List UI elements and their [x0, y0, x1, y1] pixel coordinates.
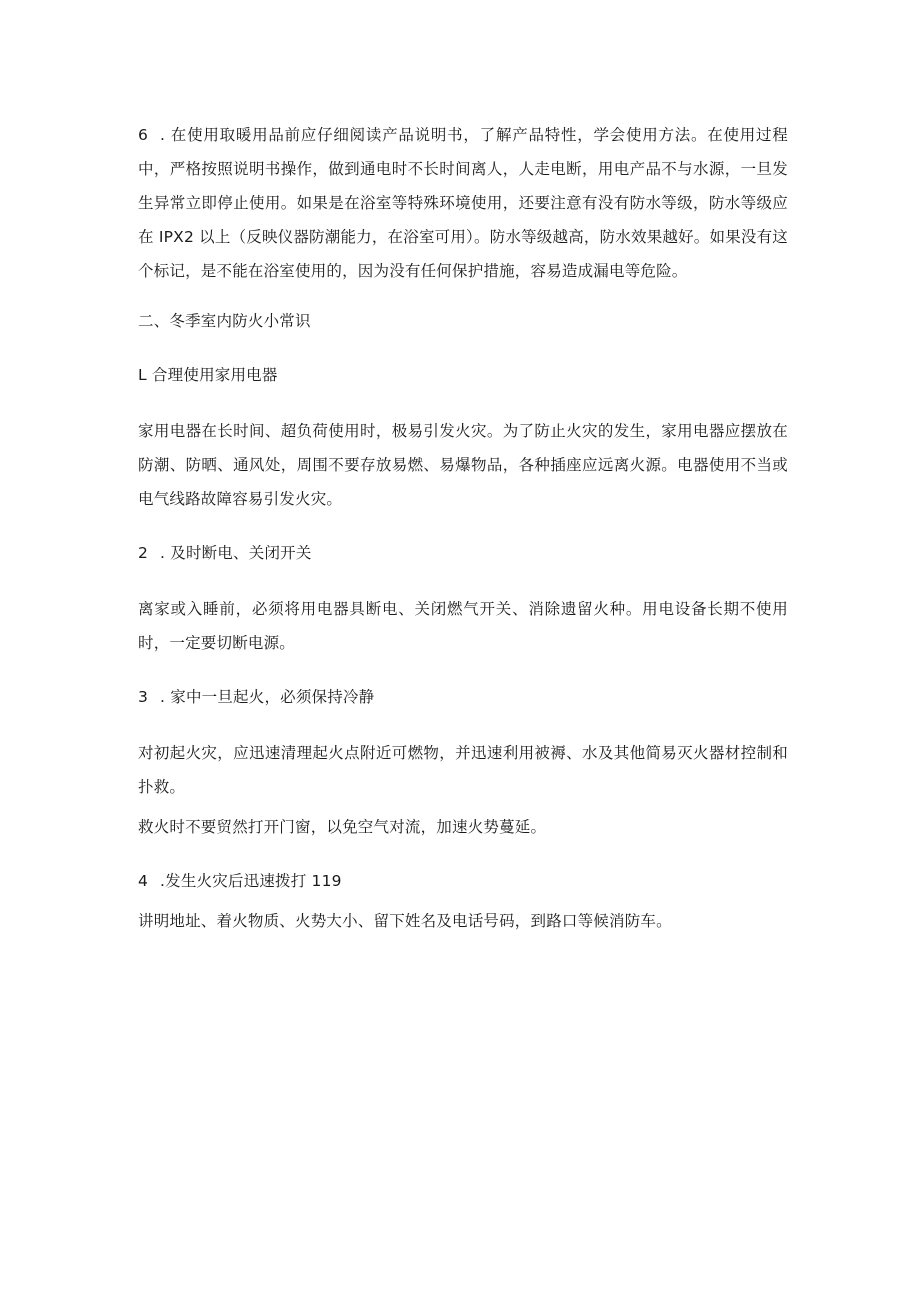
- item-heading-1: L 合理使用家用电器: [138, 366, 278, 384]
- item-body-3: 对初起火灾，应迅速清理起火点附近可燃物，并迅速利用被褥、水及其他简易灭火器材控制和扑救。: [138, 744, 788, 796]
- item-heading-text: .发生火灾后迅速拨打 119: [160, 872, 342, 890]
- item-number: 4: [138, 872, 149, 890]
- document-body: [138, 118, 788, 938]
- item-heading-4: [138, 864, 788, 898]
- item-number: 6: [138, 126, 149, 144]
- item-body-2: 离家或入睡前，必须将用电器具断电、关闭燃气开关、消除遗留火种。用电设备长期不使用时，一定要切断电源。: [138, 600, 788, 652]
- item-heading-text: . 家中一旦起火，必须保持冷静: [160, 688, 375, 706]
- item-body-3b: 救火时不要贸然打开门窗，以免空气对流，加速火势蔓延。: [138, 818, 547, 836]
- item-heading-2: [138, 536, 788, 570]
- item-heading-3: [138, 680, 788, 714]
- paragraph-6: [138, 118, 788, 288]
- item-number: 3: [138, 688, 149, 706]
- item-number: 2: [138, 544, 149, 562]
- item-body-4: 讲明地址、着火物质、火势大小、留下姓名及电话号码，到路口等候消防车。: [138, 912, 672, 930]
- item-body-1: 家用电器在长时间、超负荷使用时，极易引发火灾。为了防止火灾的发生，家用电器应摆放在防潮、防晒、通风处，周围不要存放易燃、易爆物品，各种插座应远离火源。电器使用不当或电气线路故障容易引发火灾。: [138, 422, 788, 508]
- paragraph-text: . 在使用取暖用品前应仔细阅读产品说明书，了解产品特性，学会使用方法。在使用过程中，严格按照说明书操作，做到通电时不长时间离人，人走电断，用电产品不与水源，一旦发生异常立即停止使用。如果是在浴室等特殊环境使用，还要注意有没有防水等级，防水等级应在 IPX2 以上（反映仪器防潮能力，在浴室可用）。防水等级越高，防水效果越好。如果没有这个标记，是不能在浴室使用的，因为没有任何保护措施，容易造成漏电等危险。: [138, 126, 789, 280]
- item-heading-text: . 及时断电、关闭开关: [160, 544, 312, 562]
- section-heading: 二、冬季室内防火小常识: [138, 312, 311, 330]
